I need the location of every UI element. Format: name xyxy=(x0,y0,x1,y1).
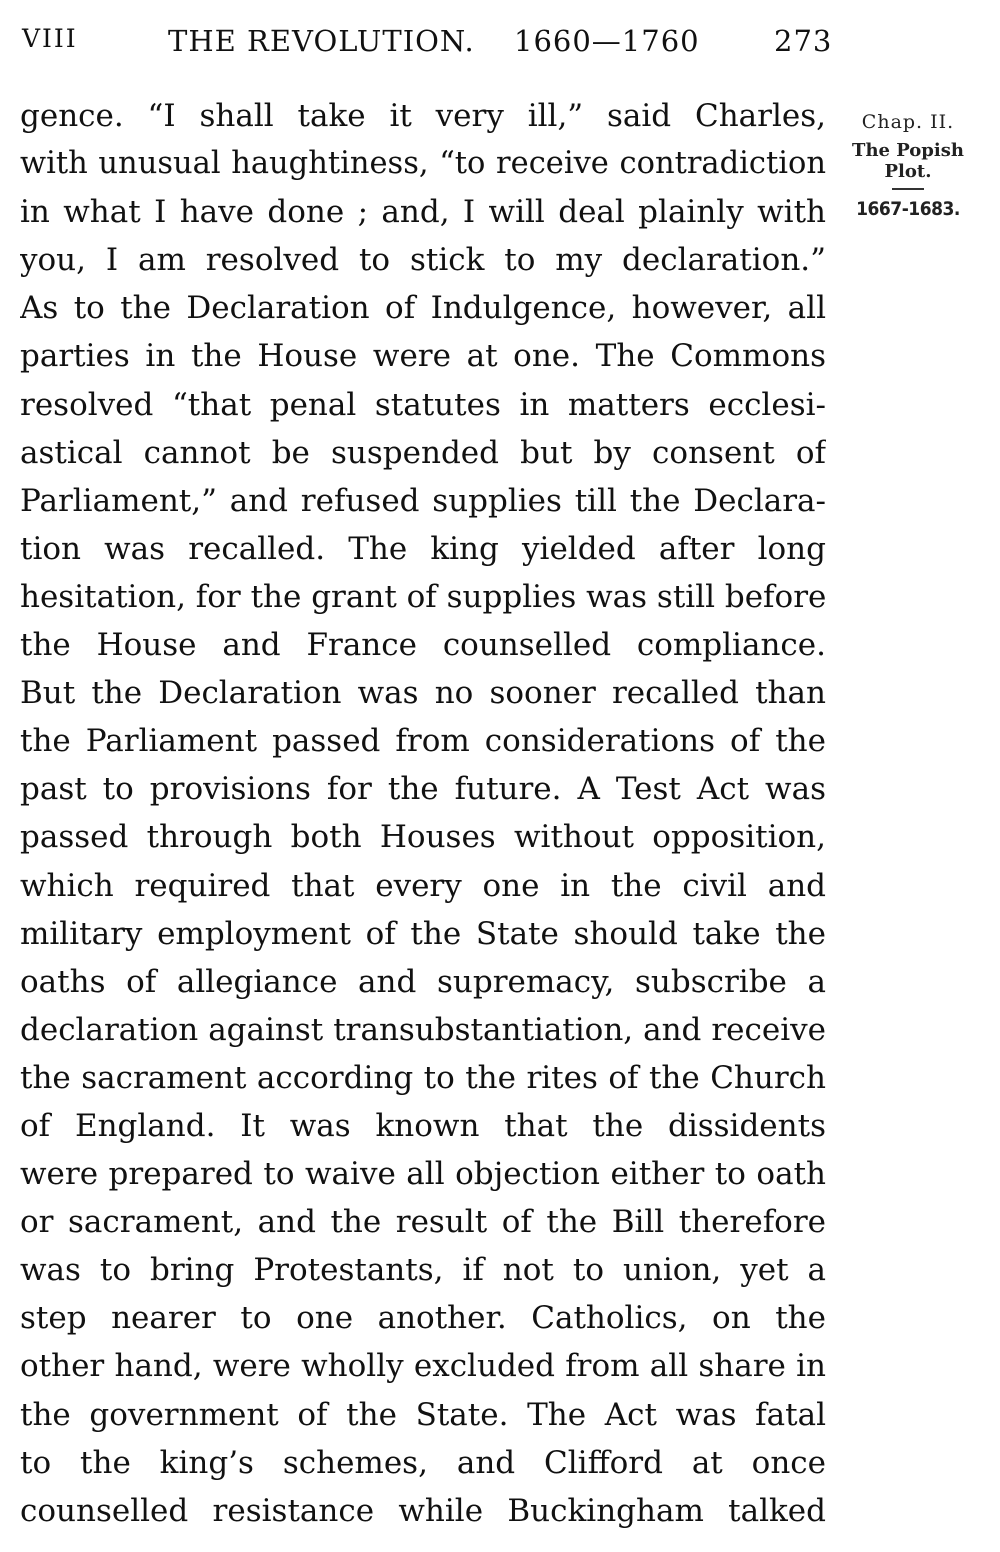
header-title: THE REVOLUTION. xyxy=(168,24,475,58)
margin-note xyxy=(838,104,978,220)
text-line: or sacrament, and the result of the Bill therefore xyxy=(20,1204,826,1241)
text-line: which required that every one in the civil and xyxy=(20,867,826,904)
text-line: to the king’s schemes, and Clifford at once xyxy=(20,1444,826,1481)
text-line: with unusual haughtiness, “to receive contradiction xyxy=(20,146,826,182)
text-line: But the Declaration was no sooner recalled than xyxy=(20,675,826,712)
text-line: you, I am resolved to stick to my declaration.” xyxy=(20,242,826,279)
text-line: passed through both Houses without opposition, xyxy=(20,819,826,856)
text-line: parties in the House were at one. The Commons xyxy=(20,338,826,375)
text-line: resolved “that penal statutes in matters ecclesi- xyxy=(20,386,826,423)
margin-topic: Plot. xyxy=(884,161,932,182)
margin-dates: 1667-1683. xyxy=(856,198,960,220)
text-line: the House and France counselled compliance. xyxy=(20,627,826,664)
text-line: in what I have done ; and, I will deal plainly with xyxy=(20,194,826,231)
text-line: oaths of allegiance and supremacy, subscribe a xyxy=(20,963,826,1000)
margin-topic: The Popish xyxy=(852,140,964,161)
body-text xyxy=(20,92,826,1535)
header-dates: 1660—1760 xyxy=(514,24,700,58)
text-line: the government of the State. The Act was fatal xyxy=(20,1396,826,1433)
text-line: counselled resistance while Buckingham talked xyxy=(20,1492,826,1529)
text-line: Parliament,” and refused supplies till the Declara- xyxy=(20,482,826,519)
page-number: 273 xyxy=(774,24,833,58)
text-line: step nearer to one another. Catholics, on the xyxy=(20,1300,826,1337)
text-line: declaration against transubstantiation, and receive xyxy=(20,1011,826,1048)
text-line: astical cannot be suspended but by consent of xyxy=(20,434,826,471)
text-line: other hand, were wholly excluded from all share in xyxy=(20,1348,826,1385)
header-part-number: VIII xyxy=(22,24,78,53)
text-line: military employment of the State should take the xyxy=(20,915,826,952)
text-line: the Parliament passed from considerations of the xyxy=(20,723,826,760)
text-line: gence. “I shall take it very ill,” said Charles, xyxy=(20,98,826,134)
margin-chapter: Chap. II. xyxy=(861,111,955,133)
text-line: past to provisions for the future. A Test Act was xyxy=(20,771,826,808)
text-line: hesitation, for the grant of supplies was still before xyxy=(20,578,826,615)
text-line: As to the Declaration of Indulgence, however, all xyxy=(20,290,826,327)
text-line: tion was recalled. The king yielded after long xyxy=(20,530,826,567)
running-header xyxy=(22,24,833,60)
margin-rule xyxy=(892,188,924,190)
text-line: was to bring Protestants, if not to union, yet a xyxy=(20,1252,826,1289)
text-line: of England. It was known that the dissidents xyxy=(20,1107,826,1144)
text-line: the sacrament according to the rites of the Church xyxy=(20,1059,826,1096)
text-line: were prepared to waive all objection either to oath xyxy=(20,1156,826,1193)
